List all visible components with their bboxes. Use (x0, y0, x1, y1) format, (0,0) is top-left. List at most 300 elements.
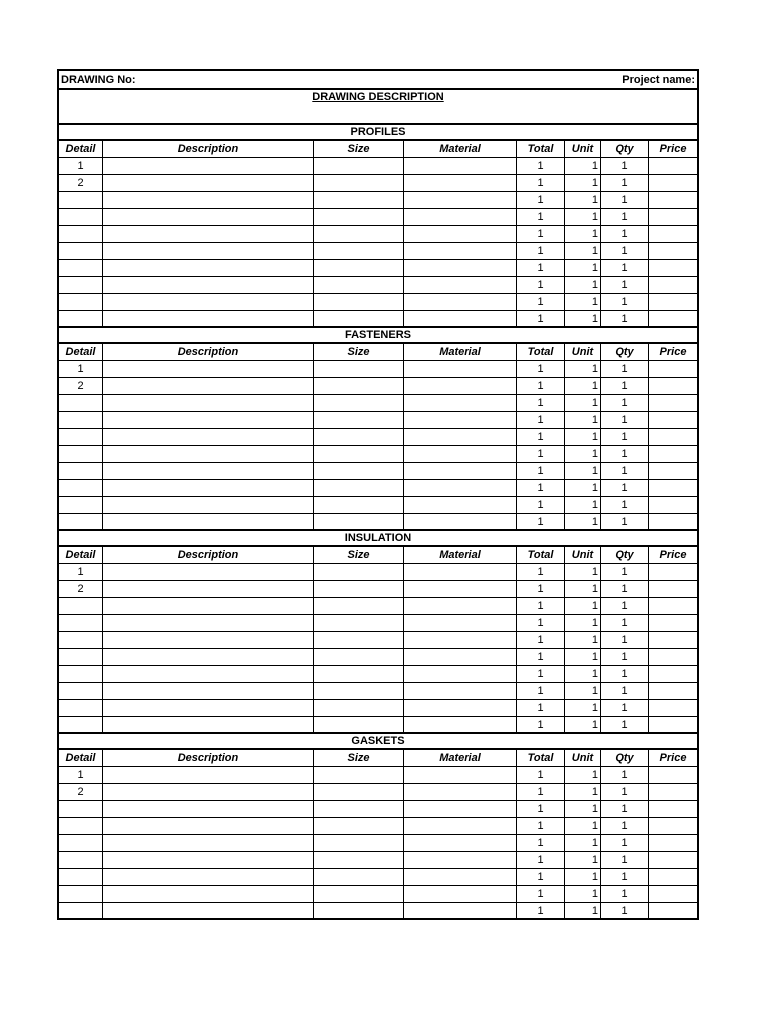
cell-material (404, 311, 517, 326)
cell-size (314, 903, 404, 918)
cell-size (314, 497, 404, 513)
table-row (59, 717, 697, 734)
cell-price (649, 480, 697, 496)
column-header-row (59, 547, 697, 564)
table-row (59, 666, 697, 683)
column-header-description: Description (103, 141, 314, 157)
cell-unit: 1 (565, 514, 601, 529)
table-row (59, 480, 697, 497)
cell-total: 1 (517, 818, 565, 834)
cell-detail (59, 395, 103, 411)
cell-size (314, 615, 404, 631)
cell-description (103, 818, 314, 834)
cell-unit: 1 (565, 243, 601, 259)
cell-detail (59, 903, 103, 918)
cell-size (314, 700, 404, 716)
cell-size (314, 243, 404, 259)
cell-price (649, 277, 697, 293)
cell-unit: 1 (565, 835, 601, 851)
cell-price (649, 175, 697, 191)
cell-material (404, 277, 517, 293)
table-row (59, 767, 697, 784)
table-row (59, 429, 697, 446)
project-name-label: Project name: (622, 73, 695, 86)
cell-total: 1 (517, 852, 565, 868)
cell-price (649, 497, 697, 513)
cell-description (103, 564, 314, 580)
cell-price (649, 700, 697, 716)
column-header-unit: Unit (565, 141, 601, 157)
cell-price (649, 361, 697, 377)
column-header-material: Material (404, 547, 517, 563)
cell-detail (59, 243, 103, 259)
column-header-price: Price (659, 346, 687, 358)
column-header-detail: Detail (59, 141, 103, 157)
cell-price (649, 294, 697, 310)
table-row (59, 497, 697, 514)
table-row (59, 598, 697, 615)
section-title-label: PROFILES (350, 126, 406, 138)
cell-qty: 1 (601, 361, 649, 377)
cell-description (103, 598, 314, 614)
cell-description (103, 243, 314, 259)
cell-detail (59, 632, 103, 648)
table-row (59, 514, 697, 531)
cell-description (103, 717, 314, 732)
cell-detail (59, 209, 103, 225)
table-row (59, 243, 697, 260)
cell-material (404, 429, 517, 445)
cell-unit: 1 (565, 903, 601, 918)
section-title-profiles (59, 125, 697, 141)
cell-size (314, 767, 404, 783)
cell-price (649, 649, 697, 665)
cell-description (103, 581, 314, 597)
column-header-size: Size (314, 344, 404, 360)
column-header-total: Total (517, 547, 565, 563)
cell-description (103, 869, 314, 885)
cell-size (314, 852, 404, 868)
cell-size (314, 649, 404, 665)
cell-material (404, 615, 517, 631)
cell-price (649, 615, 697, 631)
cell-unit: 1 (565, 260, 601, 276)
cell-total: 1 (517, 869, 565, 885)
table-row (59, 277, 697, 294)
cell-price (649, 311, 697, 326)
cell-detail (59, 192, 103, 208)
cell-total: 1 (517, 378, 565, 394)
column-header-qty: Qty (601, 344, 649, 360)
cell-size (314, 835, 404, 851)
cell-size (314, 564, 404, 580)
cell-material (404, 818, 517, 834)
cell-material (404, 158, 517, 174)
table-row (59, 615, 697, 632)
cell-size (314, 311, 404, 326)
cell-material (404, 412, 517, 428)
cell-description (103, 294, 314, 310)
cell-material (404, 226, 517, 242)
cell-qty: 1 (601, 581, 649, 597)
cell-price (649, 260, 697, 276)
cell-size (314, 818, 404, 834)
column-header-detail: Detail (59, 547, 103, 563)
table-row (59, 209, 697, 226)
cell-qty: 1 (601, 598, 649, 614)
cell-unit: 1 (565, 649, 601, 665)
table-row (59, 903, 697, 920)
cell-description (103, 226, 314, 242)
cell-material (404, 649, 517, 665)
cell-total: 1 (517, 412, 565, 428)
table-row (59, 226, 697, 243)
cell-qty: 1 (601, 700, 649, 716)
cell-price (649, 158, 697, 174)
cell-qty: 1 (601, 260, 649, 276)
cell-detail (59, 598, 103, 614)
cell-qty: 1 (601, 886, 649, 902)
cell-description (103, 649, 314, 665)
cell-total: 1 (517, 226, 565, 242)
cell-total: 1 (517, 277, 565, 293)
cell-description (103, 497, 314, 513)
cell-size (314, 412, 404, 428)
cell-detail (59, 818, 103, 834)
column-header-price: Price (659, 549, 687, 561)
cell-description (103, 311, 314, 326)
cell-material (404, 480, 517, 496)
column-header-qty: Qty (601, 750, 649, 766)
table-row (59, 581, 697, 598)
table-row (59, 649, 697, 666)
column-header-size: Size (314, 750, 404, 766)
cell-unit: 1 (565, 818, 601, 834)
cell-price (649, 869, 697, 885)
cell-price (649, 767, 697, 783)
cell-size (314, 717, 404, 732)
cell-total: 1 (517, 767, 565, 783)
cell-qty: 1 (601, 683, 649, 699)
cell-material (404, 683, 517, 699)
cell-material (404, 260, 517, 276)
cell-material (404, 378, 517, 394)
cell-unit: 1 (565, 378, 601, 394)
cell-unit: 1 (565, 463, 601, 479)
cell-qty: 1 (601, 226, 649, 242)
cell-detail: 1 (59, 767, 103, 783)
column-header-row (59, 141, 697, 158)
drawing-no-label: DRAWING No: (61, 73, 136, 86)
cell-unit: 1 (565, 683, 601, 699)
cell-description (103, 260, 314, 276)
cell-detail: 2 (59, 175, 103, 191)
column-header-unit: Unit (565, 547, 601, 563)
section-title-insulation (59, 531, 697, 547)
cell-unit: 1 (565, 395, 601, 411)
cell-unit: 1 (565, 886, 601, 902)
cell-unit: 1 (565, 480, 601, 496)
cell-description (103, 395, 314, 411)
cell-price (649, 852, 697, 868)
cell-description (103, 801, 314, 817)
column-header-description: Description (103, 750, 314, 766)
cell-size (314, 209, 404, 225)
cell-price (649, 412, 697, 428)
cell-material (404, 581, 517, 597)
cell-total: 1 (517, 564, 565, 580)
cell-qty: 1 (601, 192, 649, 208)
cell-material (404, 835, 517, 851)
section-title-label: GASKETS (351, 735, 405, 747)
cell-unit: 1 (565, 615, 601, 631)
cell-total: 1 (517, 446, 565, 462)
column-header-detail: Detail (59, 750, 103, 766)
cell-total: 1 (517, 903, 565, 918)
cell-detail (59, 869, 103, 885)
cell-material (404, 852, 517, 868)
cell-size (314, 869, 404, 885)
cell-size (314, 632, 404, 648)
cell-total: 1 (517, 361, 565, 377)
cell-price (649, 784, 697, 800)
cell-material (404, 886, 517, 902)
column-header-unit: Unit (565, 750, 601, 766)
cell-unit: 1 (565, 598, 601, 614)
cell-unit: 1 (565, 175, 601, 191)
cell-unit: 1 (565, 717, 601, 732)
cell-qty: 1 (601, 801, 649, 817)
table-row (59, 835, 697, 852)
cell-material (404, 598, 517, 614)
cell-size (314, 463, 404, 479)
cell-total: 1 (517, 683, 565, 699)
cell-qty: 1 (601, 767, 649, 783)
cell-detail: 1 (59, 158, 103, 174)
cell-total: 1 (517, 429, 565, 445)
cell-description (103, 784, 314, 800)
cell-detail (59, 649, 103, 665)
cell-unit: 1 (565, 632, 601, 648)
cell-size (314, 361, 404, 377)
cell-material (404, 632, 517, 648)
cell-size (314, 480, 404, 496)
cell-total: 1 (517, 209, 565, 225)
cell-price (649, 463, 697, 479)
cell-size (314, 446, 404, 462)
cell-description (103, 480, 314, 496)
cell-detail (59, 226, 103, 242)
cell-size (314, 514, 404, 529)
cell-total: 1 (517, 666, 565, 682)
cell-qty: 1 (601, 869, 649, 885)
cell-material (404, 463, 517, 479)
cell-price (649, 581, 697, 597)
table-row (59, 175, 697, 192)
cell-detail (59, 463, 103, 479)
cell-qty: 1 (601, 649, 649, 665)
cell-unit: 1 (565, 564, 601, 580)
cell-total: 1 (517, 649, 565, 665)
cell-detail (59, 717, 103, 732)
column-header-total: Total (517, 344, 565, 360)
cell-description (103, 277, 314, 293)
column-header-qty: Qty (601, 141, 649, 157)
cell-price (649, 598, 697, 614)
cell-detail: 2 (59, 784, 103, 800)
cell-unit: 1 (565, 429, 601, 445)
cell-total: 1 (517, 598, 565, 614)
table-row (59, 294, 697, 311)
cell-qty: 1 (601, 632, 649, 648)
cell-unit: 1 (565, 226, 601, 242)
cell-total: 1 (517, 294, 565, 310)
cell-total: 1 (517, 175, 565, 191)
cell-material (404, 209, 517, 225)
cell-qty: 1 (601, 175, 649, 191)
table-row (59, 801, 697, 818)
cell-price (649, 378, 697, 394)
cell-total: 1 (517, 463, 565, 479)
table-row (59, 886, 697, 903)
cell-unit: 1 (565, 767, 601, 783)
cell-detail (59, 480, 103, 496)
column-header-detail: Detail (59, 344, 103, 360)
column-header-unit: Unit (565, 344, 601, 360)
section-title-label: INSULATION (344, 532, 412, 544)
cell-price (649, 226, 697, 242)
cell-qty: 1 (601, 378, 649, 394)
cell-qty: 1 (601, 209, 649, 225)
cell-price (649, 446, 697, 462)
column-header-size: Size (314, 547, 404, 563)
column-header-material: Material (404, 141, 517, 157)
table-row (59, 784, 697, 801)
cell-qty: 1 (601, 277, 649, 293)
table-row (59, 158, 697, 175)
column-header-size: Size (314, 141, 404, 157)
cell-unit: 1 (565, 277, 601, 293)
cell-price (649, 209, 697, 225)
column-header-qty: Qty (601, 547, 649, 563)
cell-total: 1 (517, 886, 565, 902)
table-row (59, 192, 697, 209)
cell-detail: 1 (59, 564, 103, 580)
cell-total: 1 (517, 497, 565, 513)
cell-unit: 1 (565, 192, 601, 208)
table-row (59, 869, 697, 886)
cell-detail (59, 700, 103, 716)
cell-material (404, 869, 517, 885)
cell-unit: 1 (565, 158, 601, 174)
cell-material (404, 175, 517, 191)
cell-size (314, 666, 404, 682)
cell-qty: 1 (601, 429, 649, 445)
cell-unit: 1 (565, 784, 601, 800)
cell-material (404, 361, 517, 377)
cell-qty: 1 (601, 818, 649, 834)
cell-description (103, 192, 314, 208)
cell-unit: 1 (565, 209, 601, 225)
cell-detail (59, 852, 103, 868)
cell-description (103, 378, 314, 394)
cell-total: 1 (517, 784, 565, 800)
column-header-row (59, 344, 697, 361)
table-row (59, 632, 697, 649)
cell-total: 1 (517, 192, 565, 208)
cell-size (314, 581, 404, 597)
cell-price (649, 801, 697, 817)
cell-total: 1 (517, 632, 565, 648)
cell-description (103, 361, 314, 377)
cell-total: 1 (517, 243, 565, 259)
cell-description (103, 767, 314, 783)
cell-unit: 1 (565, 497, 601, 513)
cell-description (103, 886, 314, 902)
cell-description (103, 835, 314, 851)
cell-qty: 1 (601, 666, 649, 682)
cell-price (649, 564, 697, 580)
cell-qty: 1 (601, 564, 649, 580)
column-header-description: Description (103, 344, 314, 360)
cell-description (103, 412, 314, 428)
cell-material (404, 784, 517, 800)
cell-description (103, 446, 314, 462)
cell-description (103, 158, 314, 174)
cell-qty: 1 (601, 903, 649, 918)
cell-qty: 1 (601, 412, 649, 428)
cell-unit: 1 (565, 852, 601, 868)
section-title-label: FASTENERS (344, 329, 411, 341)
table-row (59, 564, 697, 581)
cell-detail: 1 (59, 361, 103, 377)
cell-unit: 1 (565, 801, 601, 817)
cell-price (649, 683, 697, 699)
drawing-description-title (59, 90, 697, 125)
cell-size (314, 886, 404, 902)
cell-qty: 1 (601, 852, 649, 868)
cell-qty: 1 (601, 311, 649, 326)
cell-detail (59, 886, 103, 902)
cell-total: 1 (517, 395, 565, 411)
cell-total: 1 (517, 480, 565, 496)
cell-qty: 1 (601, 784, 649, 800)
cell-material (404, 243, 517, 259)
cell-qty: 1 (601, 395, 649, 411)
cell-description (103, 463, 314, 479)
cell-description (103, 683, 314, 699)
cell-total: 1 (517, 514, 565, 529)
cell-size (314, 175, 404, 191)
cell-description (103, 209, 314, 225)
cell-size (314, 158, 404, 174)
drawing-sheet (57, 69, 699, 920)
cell-total: 1 (517, 581, 565, 597)
cell-material (404, 294, 517, 310)
cell-unit: 1 (565, 666, 601, 682)
cell-size (314, 378, 404, 394)
table-row (59, 311, 697, 328)
cell-detail (59, 311, 103, 326)
cell-price (649, 395, 697, 411)
cell-price (649, 717, 697, 732)
cell-qty: 1 (601, 497, 649, 513)
cell-total: 1 (517, 260, 565, 276)
table-row (59, 463, 697, 480)
table-row (59, 852, 697, 869)
cell-detail (59, 615, 103, 631)
table-row (59, 446, 697, 463)
